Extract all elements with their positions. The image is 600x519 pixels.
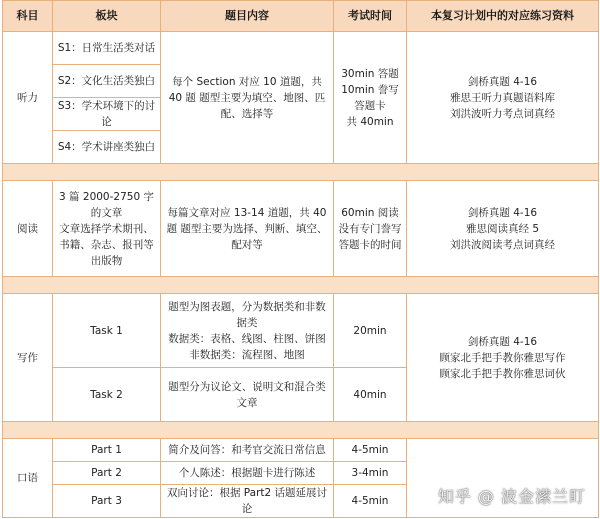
speaking-part3-content: 双向讨论：根据 Part2 话题延展讨论 (161, 485, 334, 518)
listening-materials (407, 32, 599, 164)
writing-row-task1 (3, 294, 599, 368)
section-divider (3, 277, 599, 294)
header-content: 题目内容 (161, 1, 334, 32)
ielts-plan-table (2, 0, 599, 518)
speaking-part2-label: Part 2 (53, 462, 161, 485)
material-item: 顾家北手把手教你雅思词伙 (439, 367, 566, 380)
listening-subject: 听力 (3, 32, 53, 164)
watermark-text: 知乎 @ 波金潆兰盯 (437, 487, 586, 506)
material-item: 雅思王听力真题语料库 (450, 91, 555, 104)
speaking-subject: 口语 (3, 439, 53, 518)
reading-subject: 阅读 (3, 181, 53, 277)
section-divider (3, 164, 599, 181)
listening-section-s2: S2：文化生活类独白 (53, 65, 161, 98)
listening-time-line: 10min 誊写答题卡 (341, 83, 399, 112)
writing-subject: 写作 (3, 294, 53, 422)
reading-row (3, 181, 599, 277)
speaking-row-part1 (3, 439, 599, 462)
listening-time-line: 共 40min (346, 115, 394, 128)
reading-materials (407, 181, 599, 277)
listening-section-s3: S3：学术环境下的讨论 (53, 98, 161, 131)
listening-content: 每个 Section 对应 10 道题，共 40 题 题型主要为填空、地图、匹配、选择等 (161, 32, 334, 164)
writing-task1-label: Task 1 (53, 294, 161, 368)
writing-task2-time: 40min (334, 368, 407, 422)
material-item: 雅思阅读真经 5 (465, 222, 540, 235)
speaking-part2-time: 3-4min (334, 462, 407, 485)
header-materials: 本复习计划中的对应练习资料 (407, 1, 599, 32)
material-item: 剑桥真题 4-16 (467, 75, 538, 88)
speaking-part3-time: 4-5min (334, 485, 407, 518)
writing-task1-line: 数据类：表格、线图、柱图、饼图 (168, 332, 326, 345)
writing-task1-line: 非数据类：流程图、地图 (189, 348, 305, 361)
speaking-part1-content: 简介及问答：和考官交流日常信息 (161, 439, 334, 462)
section-divider (3, 422, 599, 439)
reading-section-line: 文章选择学术期刊、书籍、杂志、报刊等出版物 (59, 222, 154, 267)
writing-task1-content (161, 294, 334, 368)
reading-section (53, 181, 161, 277)
speaking-part1-time: 4-5min (334, 439, 407, 462)
material-item: 顾家北手把手教你雅思写作 (439, 351, 566, 364)
reading-content: 每篇文章对应 13-14 道题，共 40 题 题型主要为选择、判断、填空、配对等 (161, 181, 334, 277)
material-item: 剑桥真题 4-16 (467, 335, 538, 348)
writing-task2-content: 题型分为议论文、说明文和混合类文章 (161, 368, 334, 422)
writing-task1-line: 题型为图表题，分为数据类和非数据类 (168, 300, 326, 329)
header-section: 板块 (53, 1, 161, 32)
reading-section-line: 3 篇 2000-2750 字的文章 (59, 190, 154, 219)
header-subject: 科目 (3, 1, 53, 32)
material-item: 剑桥真题 4-16 (467, 206, 538, 219)
writing-materials (407, 294, 599, 422)
writing-task1-time: 20min (334, 294, 407, 368)
listening-time-line: 30min 答题 (341, 67, 399, 80)
speaking-part1-label: Part 1 (53, 439, 161, 462)
listening-section-s4: S4：学术讲座类独白 (53, 131, 161, 164)
speaking-part3-label: Part 3 (53, 485, 161, 518)
reading-time: 60min 阅读没有专门誊写答题卡的时间 (334, 181, 407, 277)
material-item: 刘洪波听力考点词真经 (450, 107, 555, 120)
listening-time (334, 32, 407, 164)
writing-task2-label: Task 2 (53, 368, 161, 422)
material-item: 刘洪波阅读考点词真经 (450, 238, 555, 251)
listening-row-1 (3, 32, 599, 65)
speaking-part2-content: 个人陈述：根据题卡进行陈述 (161, 462, 334, 485)
listening-section-s1: S1：日常生活类对话 (53, 32, 161, 65)
header-row (3, 1, 599, 32)
header-time: 考试时间 (334, 1, 407, 32)
